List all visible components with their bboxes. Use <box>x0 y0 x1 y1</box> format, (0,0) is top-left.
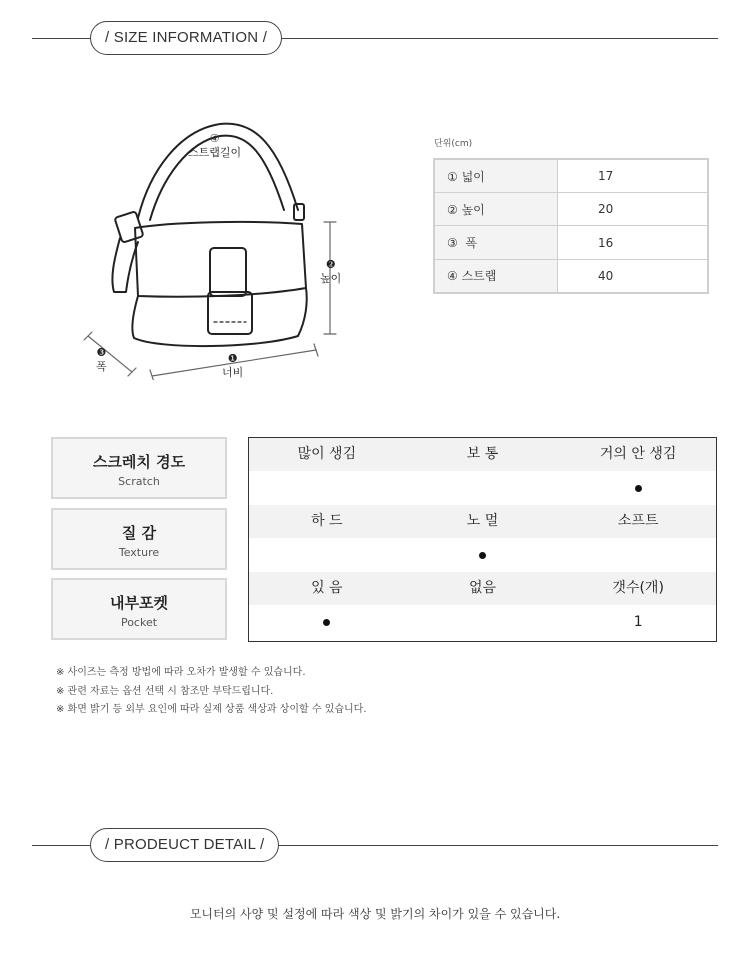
table-row <box>434 159 708 193</box>
texture-option: 소프트 <box>617 513 659 529</box>
pocket-marks-row <box>249 605 716 639</box>
pocket-mark <box>249 605 405 639</box>
note-line: ※ 화면 밝기 등 외부 요인에 따라 실제 상품 색상과 상이할 수 있습니다. <box>56 704 367 715</box>
size-section-title: / SIZE INFORMATION / <box>90 21 282 55</box>
size-value: 40 <box>558 259 709 293</box>
depth-text: ❸ 폭 <box>96 346 107 373</box>
attribute-grid <box>248 437 717 642</box>
texture-mark <box>405 538 561 572</box>
depth-measure-line <box>84 332 136 376</box>
width-label <box>222 352 243 380</box>
attr-name-ko: 내부포켓 <box>110 594 168 612</box>
depth-label <box>96 346 107 374</box>
pocket-headers-row <box>249 572 716 605</box>
pocket-count: 1 <box>633 614 643 630</box>
scratch-marks-row <box>249 471 716 505</box>
width-text: ❶ 너비 <box>222 352 244 379</box>
bag-clasp-bottom <box>208 292 252 334</box>
note-line: ※ 사이즈는 측정 방법에 따라 오차가 발생할 수 있습니다. <box>56 667 306 678</box>
table-row <box>434 226 708 259</box>
scratch-mark <box>405 471 561 505</box>
strap-length-text: ④ 스트랩길이 <box>188 132 242 159</box>
note-line: ※ 관련 자료는 옵션 선택 시 참조만 부탁드립니다. <box>56 686 274 697</box>
bag-clasp-top <box>210 248 246 296</box>
selected-dot <box>635 485 642 492</box>
texture-option: 하 드 <box>311 513 343 529</box>
attr-name-ko: 질 감 <box>121 524 157 542</box>
attr-pocket <box>51 578 227 640</box>
bag-strap-end <box>294 204 304 220</box>
attr-name-en: Scratch <box>118 475 160 488</box>
bag-flap <box>135 222 306 297</box>
size-label: ① 넓이 <box>434 159 558 193</box>
attr-name-en: Pocket <box>120 616 158 629</box>
scratch-option: 보 통 <box>466 446 499 462</box>
scratch-option: 많이 생김 <box>297 446 357 462</box>
pocket-header: 있 음 <box>311 580 343 596</box>
detail-section-title: / PRODEUCT DETAIL / <box>90 828 279 862</box>
strap-length-label <box>188 132 241 160</box>
size-value: 20 <box>558 193 709 226</box>
attr-scratch <box>51 437 227 499</box>
texture-mark <box>560 538 716 572</box>
scratch-mark <box>249 471 405 505</box>
scratch-options-row <box>249 438 716 471</box>
pocket-header: 갯수(개) <box>612 580 664 596</box>
size-value: 16 <box>558 226 709 259</box>
unit-label: 단위(cm) <box>434 139 473 149</box>
height-label <box>320 258 341 286</box>
height-text: ❷ 높이 <box>320 258 342 285</box>
detail-text: 모니터의 사양 및 설정에 따라 색상 및 밝기의 차이가 있을 수 있습니다. <box>189 907 561 921</box>
attr-texture <box>51 508 227 570</box>
size-label: ④ 스트랩 <box>434 259 558 293</box>
size-value: 17 <box>558 159 709 193</box>
size-label: ② 높이 <box>434 193 558 226</box>
texture-options-row <box>249 505 716 538</box>
scratch-mark <box>560 471 716 505</box>
attr-name-en: Texture <box>118 546 160 559</box>
attr-name-ko: 스크레치 경도 <box>92 453 186 471</box>
pocket-header: 없음 <box>468 580 497 596</box>
selected-dot <box>479 552 486 559</box>
texture-marks-row <box>249 538 716 572</box>
size-label: ③ 폭 <box>434 226 558 259</box>
table-row <box>434 259 708 293</box>
scratch-option: 거의 안 생김 <box>599 446 677 462</box>
selected-dot <box>323 619 330 626</box>
table-row <box>434 193 708 226</box>
texture-mark <box>249 538 405 572</box>
size-table <box>433 158 709 294</box>
bag-side-tab <box>112 238 138 292</box>
texture-option: 노 멀 <box>466 513 499 529</box>
pocket-mark <box>405 605 561 639</box>
